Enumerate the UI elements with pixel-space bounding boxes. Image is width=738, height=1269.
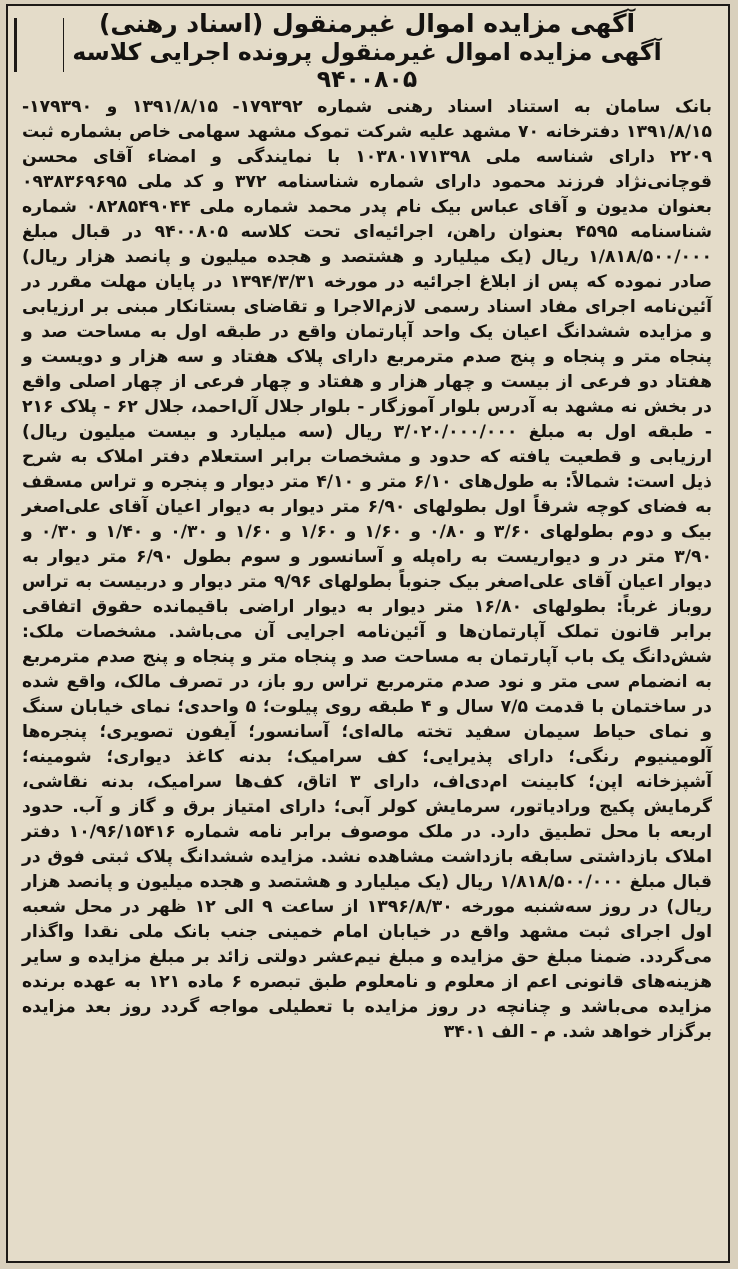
notice-subtitle: آگهی مزایده اموال غیرمنقول پرونده اجرایی کلاسه ۹۴۰۰۸۰۵ [72, 37, 662, 93]
notice-frame [6, 4, 730, 1263]
border-mark [14, 18, 64, 72]
notice-body: بانک سامان به استناد اسناد رهنی شماره ۱۷۹۳۹۲- ۱۳۹۱/۸/۱۵ و ۱۷۹۳۹۰- ۱۳۹۱/۸/۱۵ دفترخانه ۷۰ مشهد علیه شرکت تموک مشهد سهامی خاص بشماره ثبت ۲۲۰۹ دارای شناسه ملی ۱۰۳۸۰۱۷۱۳۹۸ با نمایندگی و امضاء آقای محسن قوچانی‌نژاد فرزند محمود دارای شماره شناسنامه ۳۷۲ و کد ملی ۰۹۳۸۳۶۹۶۹۵ بعنوان مدیون و آقای عباس بیک نام پدر محمد شماره ملی ۰۸۲۸۵۴۹۰۴۴ شماره شناسنامه ۴۵۹۵ بعنوان راهن، اجرائیه‌ای تحت کلاسه ۹۴۰۰۸۰۵ در قبال مبلغ ۱/۸۱۸/۵۰۰/۰۰۰ ریال (یک میلیارد و هشتصد و هجده میلیون و پانصد هزار ریال) صادر نموده که پس از ابلاغ اجرائیه در مورخه ۱۳۹۴/۳/۳۱ در پایان مهلت مقرر در آئین‌نامه اجرای مفاد اسناد رسمی لازم‌الاجرا و تقاضای بستانکار مبنی بر ارزیابی و مزایده ششدانگ اعیان یک واحد آپارتمان واقع در طبقه اول به مساحت صد و پنجاه متر و پنجاه و پنج صدم مترمربع دارای پلاک هفتاد و سه هزار و دویست و هفتاد دو فرعی از بیست و چهار هزار و هفتاد و چهار فرعی از چهار اصلی واقع در بخش نه مشهد به آدرس بلوار آموزگار - بلوار جلال آل‌احمد، جلال ۶۲ - پلاک ۲۱۶ - طبقه اول به مبلغ ۳/۰۲۰/۰۰۰/۰۰۰ ریال (سه میلیارد و بیست میلیون ریال) ارزیابی و قطعیت یافته که حدود و مشخصات برابر استعلام دفتر املاک به شرح ذیل است: شمالاً: به طول‌های ۶/۱۰ متر و ۴/۱۰ متر دیوار و پنجره و تراس مسقف به فضای کوچه شرقاً اول بطولهای ۶/۹۰ متر دیوار به دیوار اعیان آقای علی‌اصغر بیک و دوم بطولهای ۳/۶۰ و ۰/۸۰ و ۱/۶۰ و ۱/۶۰ و ۱/۶۰ و ۰/۳۰ و ۱/۴۰ و ۰/۳۰ و ۳/۹۰ متر در و دیواریست به راه‌پله و آسانسور و سوم بطول ۶/۹۰ متر دیوار به دیوار اعیان آقای علی‌اصغر بیک جنوباً بطولهای ۹/۹۶ متر دیوار و دربیست به تراس روباز غرباً: بطولهای ۱۶/۸۰ متر دیوار به دیوار اراضی باقیمانده حقوق اتفاقی برابر قانون تملک آپارتمان‌ها و آئین‌نامه اجرایی آن می‌باشد. مشخصات ملک: شش‌دانگ یک باب آپارتمان به مساحت صد و پنجاه متر و پنجاه و پنج صدم مترمربع به انضمام سی متر و نود صدم مترمربع تراس رو باز، در تصرف مالک، واقع شده در ساختمان با قدمت ۷/۵ سال و ۴ طبقه روی پیلوت؛ ۵ واحدی؛ نمای خیابان سنگ و نمای حیاط سیمان سفید تخته ماله‌ای؛ آسانسور؛ آیفون تصویری؛ پنجره‌ها آلومینیوم رنگی؛ دارای پذیرایی؛ کف سرامیک؛ بدنه کاغذ دیواری؛ شومینه؛ آشپزخانه اپن؛ کابینت ام‌دی‌اف، دارای ۳ اتاق، کف‌ها سرامیک، بدنه نقاشی، گرمایش پکیج ورادیاتور، سرمایش کولر آبی؛ دارای امتیاز برق و گاز و آب. حدود اربعه با محل تطبیق دارد. در ملک موصوف برابر نامه شماره ۱۰/۹۶/۱۵۴۱۶ دفتر املاک بازداشتی سابقه بازداشت مشاهده نشد. مزایده ششدانگ پلاک ثبتی فوق در قبال مبلغ ۱/۸۱۸/۵۰۰/۰۰۰ ریال (یک میلیارد و هشتصد و هجده میلیون و پانصد هزار ریال) در روز سه‌شنبه مورخه ۱۳۹۶/۸/۳۰ از ساعت ۹ الی ۱۲ ظهر در محل شعبه اول اجرای ثبت مشهد واقع در خیابان امام خمینی جنب بانک ملی نقدا واگذار می‌گردد. ضمنا مبلغ حق مزایده و مبلغ نیم‌عشر دولتی زائد بر مبلغ مزایده و سایر هزینه‌های قانونی اعم از معلوم و نامعلوم طبق تبصره ۶ ماده ۱۲۱ به عهده برنده مزایده می‌باشد و چنانچه در روز مزایده با تعطیلی مواجه گردد روز بعد مزایده برگزار خواهد شد. م - الف ۳۴۰۱ [22, 96, 713, 1042]
notice-title: آگهی مزایده اموال غیرمنقول (اسناد رهنی) [98, 9, 636, 38]
